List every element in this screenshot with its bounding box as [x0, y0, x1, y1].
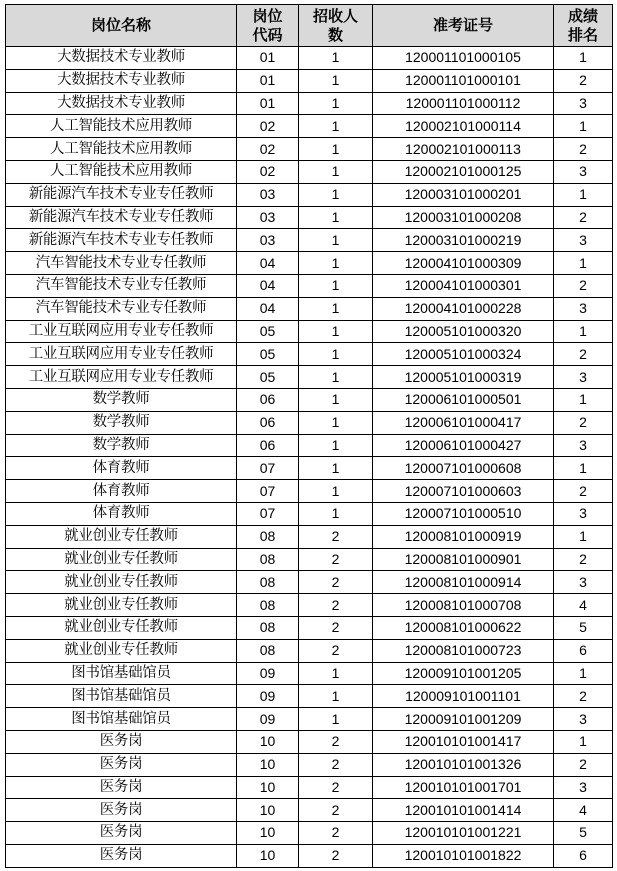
table-row — [6, 47, 613, 70]
rank-cell: 1 — [554, 183, 613, 206]
position-code-cell: 08 — [237, 639, 299, 662]
recruit-count-cell: 1 — [299, 183, 373, 206]
table-row — [6, 388, 613, 411]
rank-cell: 3 — [554, 708, 613, 731]
position-code-cell: 07 — [237, 502, 299, 525]
position-code-cell: 01 — [237, 47, 299, 70]
recruit-count-cell: 1 — [299, 480, 373, 503]
position-code-cell: 10 — [237, 730, 299, 753]
position-name-cell: 就业创业专任教师 — [6, 571, 237, 594]
position-code-cell: 04 — [237, 297, 299, 320]
header-exam-id — [373, 5, 554, 47]
recruit-count-cell: 1 — [299, 366, 373, 389]
position-code-cell: 08 — [237, 594, 299, 617]
position-code-cell: 10 — [237, 844, 299, 867]
position-name-cell: 汽车智能技术专业专任教师 — [6, 274, 237, 297]
header-rank — [554, 5, 613, 47]
rank-cell: 3 — [554, 502, 613, 525]
header-rank-line2: 排名 — [567, 26, 598, 44]
position-code-cell: 09 — [237, 662, 299, 685]
rank-cell: 1 — [554, 47, 613, 70]
rank-cell: 1 — [554, 525, 613, 548]
table-row — [6, 115, 613, 138]
table-row — [6, 502, 613, 525]
rank-cell: 2 — [554, 411, 613, 434]
position-code-cell: 10 — [237, 799, 299, 822]
recruit-count-cell: 2 — [299, 616, 373, 639]
position-name-cell: 人工智能技术应用教师 — [6, 160, 237, 183]
recruit-count-cell: 1 — [299, 388, 373, 411]
header-recruit-count-line1: 招收人 — [312, 7, 358, 25]
position-name-cell: 大数据技术专业教师 — [6, 47, 237, 70]
position-code-cell: 06 — [237, 434, 299, 457]
recruit-count-cell: 1 — [299, 274, 373, 297]
recruit-count-cell: 1 — [299, 457, 373, 480]
table-row — [6, 69, 613, 92]
position-code-cell: 01 — [237, 92, 299, 115]
position-name-cell: 汽车智能技术专业专任教师 — [6, 252, 237, 275]
position-name-cell: 图书馆基础馆员 — [6, 685, 237, 708]
rank-cell: 4 — [554, 799, 613, 822]
exam-id-cell: 120009101001209 — [373, 708, 554, 731]
position-name-cell: 就业创业专任教师 — [6, 639, 237, 662]
rank-cell: 6 — [554, 844, 613, 867]
position-name-cell: 新能源汽车技术专业专任教师 — [6, 229, 237, 252]
rank-cell: 2 — [554, 206, 613, 229]
position-code-cell: 06 — [237, 388, 299, 411]
exam-id-cell: 120004101000301 — [373, 274, 554, 297]
exam-id-cell: 120002101000114 — [373, 115, 554, 138]
position-name-cell: 就业创业专任教师 — [6, 548, 237, 571]
header-recruit-count-line2: 数 — [327, 26, 343, 44]
position-code-cell: 03 — [237, 229, 299, 252]
position-name-cell: 体育教师 — [6, 502, 237, 525]
table-row — [6, 138, 613, 161]
exam-id-cell: 120005101000320 — [373, 320, 554, 343]
exam-id-cell: 120001101000101 — [373, 69, 554, 92]
position-name-cell: 数学教师 — [6, 388, 237, 411]
table-row — [6, 366, 613, 389]
position-name-cell: 人工智能技术应用教师 — [6, 115, 237, 138]
header-row — [6, 5, 613, 47]
rank-cell: 3 — [554, 160, 613, 183]
table-body — [6, 47, 613, 868]
header-position-code-line2: 代码 — [252, 26, 283, 44]
position-code-cell: 07 — [237, 457, 299, 480]
recruit-count-cell: 1 — [299, 685, 373, 708]
position-name-cell: 数学教师 — [6, 411, 237, 434]
exam-id-cell: 120010101001822 — [373, 844, 554, 867]
table-row — [6, 525, 613, 548]
position-code-cell: 03 — [237, 183, 299, 206]
position-code-cell: 10 — [237, 753, 299, 776]
table-row — [6, 252, 613, 275]
results-table — [5, 4, 613, 868]
header-exam-id-label: 准考证号 — [432, 17, 493, 34]
position-code-cell: 05 — [237, 366, 299, 389]
rank-cell: 2 — [554, 69, 613, 92]
table-row — [6, 639, 613, 662]
table-row — [6, 616, 613, 639]
recruit-count-cell: 2 — [299, 730, 373, 753]
header-position-name-label: 岗位名称 — [90, 17, 151, 34]
rank-cell: 1 — [554, 457, 613, 480]
rank-cell: 3 — [554, 776, 613, 799]
rank-cell: 1 — [554, 115, 613, 138]
position-name-cell: 就业创业专任教师 — [6, 616, 237, 639]
position-name-cell: 医务岗 — [6, 753, 237, 776]
position-name-cell: 新能源汽车技术专业专任教师 — [6, 183, 237, 206]
position-code-cell: 09 — [237, 685, 299, 708]
position-name-cell: 医务岗 — [6, 730, 237, 753]
exam-id-cell: 120009101001101 — [373, 685, 554, 708]
rank-cell: 2 — [554, 343, 613, 366]
recruit-count-cell: 1 — [299, 343, 373, 366]
position-name-cell: 医务岗 — [6, 776, 237, 799]
table-row — [6, 662, 613, 685]
rank-cell: 1 — [554, 662, 613, 685]
exam-id-cell: 120001101000105 — [373, 47, 554, 70]
position-code-cell: 02 — [237, 138, 299, 161]
position-name-cell: 工业互联网应用专业专任教师 — [6, 366, 237, 389]
position-name-cell: 体育教师 — [6, 480, 237, 503]
table-row — [6, 274, 613, 297]
recruit-count-cell: 2 — [299, 753, 373, 776]
header-position-code — [237, 5, 299, 47]
exam-id-cell: 120004101000228 — [373, 297, 554, 320]
table-row — [6, 457, 613, 480]
header-position-name — [6, 5, 237, 47]
table-row — [6, 206, 613, 229]
exam-id-cell: 120008101000708 — [373, 594, 554, 617]
recruit-count-cell: 1 — [299, 138, 373, 161]
position-name-cell: 医务岗 — [6, 822, 237, 845]
position-name-cell: 就业创业专任教师 — [6, 525, 237, 548]
table-row — [6, 730, 613, 753]
rank-cell: 1 — [554, 252, 613, 275]
table-row — [6, 776, 613, 799]
exam-id-cell: 120005101000324 — [373, 343, 554, 366]
exam-id-cell: 120002101000113 — [373, 138, 554, 161]
rank-cell: 6 — [554, 639, 613, 662]
position-name-cell: 图书馆基础馆员 — [6, 662, 237, 685]
position-code-cell: 02 — [237, 115, 299, 138]
rank-cell: 1 — [554, 388, 613, 411]
exam-id-cell: 120006101000501 — [373, 388, 554, 411]
table-row — [6, 411, 613, 434]
position-code-cell: 08 — [237, 548, 299, 571]
exam-id-cell: 120007101000510 — [373, 502, 554, 525]
rank-cell: 1 — [554, 320, 613, 343]
recruit-count-cell: 2 — [299, 822, 373, 845]
table-row — [6, 160, 613, 183]
position-code-cell: 06 — [237, 411, 299, 434]
table-row — [6, 594, 613, 617]
rank-cell: 4 — [554, 594, 613, 617]
recruit-count-cell: 1 — [299, 434, 373, 457]
position-code-cell: 02 — [237, 160, 299, 183]
recruit-count-cell: 1 — [299, 252, 373, 275]
position-name-cell: 就业创业专任教师 — [6, 594, 237, 617]
rank-cell: 3 — [554, 229, 613, 252]
rank-cell: 2 — [554, 548, 613, 571]
position-name-cell: 大数据技术专业教师 — [6, 69, 237, 92]
recruit-count-cell: 2 — [299, 639, 373, 662]
table-row — [6, 229, 613, 252]
table-row — [6, 708, 613, 731]
exam-id-cell: 120007101000603 — [373, 480, 554, 503]
position-code-cell: 05 — [237, 320, 299, 343]
recruit-count-cell: 1 — [299, 206, 373, 229]
position-code-cell: 01 — [237, 69, 299, 92]
rank-cell: 5 — [554, 616, 613, 639]
recruit-count-cell: 1 — [299, 69, 373, 92]
recruit-count-cell: 2 — [299, 571, 373, 594]
exam-id-cell: 120008101000901 — [373, 548, 554, 571]
rank-cell: 3 — [554, 434, 613, 457]
table-row — [6, 434, 613, 457]
exam-id-cell: 120008101000622 — [373, 616, 554, 639]
table-row — [6, 320, 613, 343]
exam-id-cell: 120008101000919 — [373, 525, 554, 548]
recruit-count-cell: 1 — [299, 229, 373, 252]
rank-cell: 2 — [554, 685, 613, 708]
exam-id-cell: 120004101000309 — [373, 252, 554, 275]
recruit-count-cell: 1 — [299, 662, 373, 685]
recruit-count-cell: 1 — [299, 502, 373, 525]
table-row — [6, 343, 613, 366]
table-row — [6, 571, 613, 594]
position-code-cell: 08 — [237, 616, 299, 639]
recruit-count-cell: 2 — [299, 799, 373, 822]
rank-cell: 1 — [554, 730, 613, 753]
rank-cell: 3 — [554, 92, 613, 115]
rank-cell: 3 — [554, 366, 613, 389]
table-row — [6, 685, 613, 708]
recruit-count-cell: 1 — [299, 411, 373, 434]
exam-id-cell: 120005101000319 — [373, 366, 554, 389]
table-row — [6, 548, 613, 571]
exam-id-cell: 120010101001701 — [373, 776, 554, 799]
rank-cell: 2 — [554, 480, 613, 503]
recruit-count-cell: 1 — [299, 115, 373, 138]
recruit-count-cell: 1 — [299, 297, 373, 320]
exam-id-cell: 120009101001205 — [373, 662, 554, 685]
table-row — [6, 799, 613, 822]
position-name-cell: 体育教师 — [6, 457, 237, 480]
recruit-count-cell: 2 — [299, 548, 373, 571]
position-code-cell: 07 — [237, 480, 299, 503]
position-name-cell: 大数据技术专业教师 — [6, 92, 237, 115]
position-code-cell: 10 — [237, 822, 299, 845]
exam-id-cell: 120003101000201 — [373, 183, 554, 206]
position-code-cell: 05 — [237, 343, 299, 366]
rank-cell: 2 — [554, 274, 613, 297]
exam-id-cell: 120010101001326 — [373, 753, 554, 776]
exam-id-cell: 120008101000723 — [373, 639, 554, 662]
position-code-cell: 04 — [237, 252, 299, 275]
recruit-count-cell: 1 — [299, 47, 373, 70]
position-code-cell: 04 — [237, 274, 299, 297]
position-name-cell: 工业互联网应用专业专任教师 — [6, 343, 237, 366]
header-rank-line1: 成绩 — [567, 7, 598, 25]
position-code-cell: 08 — [237, 571, 299, 594]
table-row — [6, 822, 613, 845]
table-row — [6, 297, 613, 320]
position-name-cell: 新能源汽车技术专业专任教师 — [6, 206, 237, 229]
exam-id-cell: 120002101000125 — [373, 160, 554, 183]
position-name-cell: 汽车智能技术专业专任教师 — [6, 297, 237, 320]
position-name-cell: 医务岗 — [6, 844, 237, 867]
rank-cell: 5 — [554, 822, 613, 845]
recruit-count-cell: 1 — [299, 320, 373, 343]
table-row — [6, 844, 613, 867]
header-recruit-count — [299, 5, 373, 47]
recruit-count-cell: 2 — [299, 594, 373, 617]
position-code-cell: 03 — [237, 206, 299, 229]
exam-id-cell: 120010101001414 — [373, 799, 554, 822]
position-name-cell: 数学教师 — [6, 434, 237, 457]
table-row — [6, 480, 613, 503]
recruit-count-cell: 2 — [299, 844, 373, 867]
rank-cell: 3 — [554, 297, 613, 320]
position-code-cell: 08 — [237, 525, 299, 548]
exam-id-cell: 120003101000208 — [373, 206, 554, 229]
table-row — [6, 92, 613, 115]
exam-id-cell: 120008101000914 — [373, 571, 554, 594]
position-name-cell: 人工智能技术应用教师 — [6, 138, 237, 161]
recruit-count-cell: 2 — [299, 525, 373, 548]
exam-id-cell: 120007101000608 — [373, 457, 554, 480]
exam-id-cell: 120001101000112 — [373, 92, 554, 115]
exam-id-cell: 120010101001417 — [373, 730, 554, 753]
position-code-cell: 10 — [237, 776, 299, 799]
recruit-count-cell: 1 — [299, 160, 373, 183]
position-name-cell: 医务岗 — [6, 799, 237, 822]
recruit-count-cell: 2 — [299, 776, 373, 799]
rank-cell: 2 — [554, 753, 613, 776]
position-name-cell: 工业互联网应用专业专任教师 — [6, 320, 237, 343]
table-row — [6, 183, 613, 206]
rank-cell: 2 — [554, 138, 613, 161]
header-position-code-line1: 岗位 — [252, 7, 283, 25]
table-header — [6, 5, 613, 47]
recruit-count-cell: 1 — [299, 708, 373, 731]
exam-id-cell: 120006101000417 — [373, 411, 554, 434]
rank-cell: 3 — [554, 571, 613, 594]
exam-id-cell: 120003101000219 — [373, 229, 554, 252]
recruit-count-cell: 1 — [299, 92, 373, 115]
exam-id-cell: 120006101000427 — [373, 434, 554, 457]
position-code-cell: 09 — [237, 708, 299, 731]
exam-id-cell: 120010101001221 — [373, 822, 554, 845]
position-name-cell: 图书馆基础馆员 — [6, 708, 237, 731]
table-row — [6, 753, 613, 776]
